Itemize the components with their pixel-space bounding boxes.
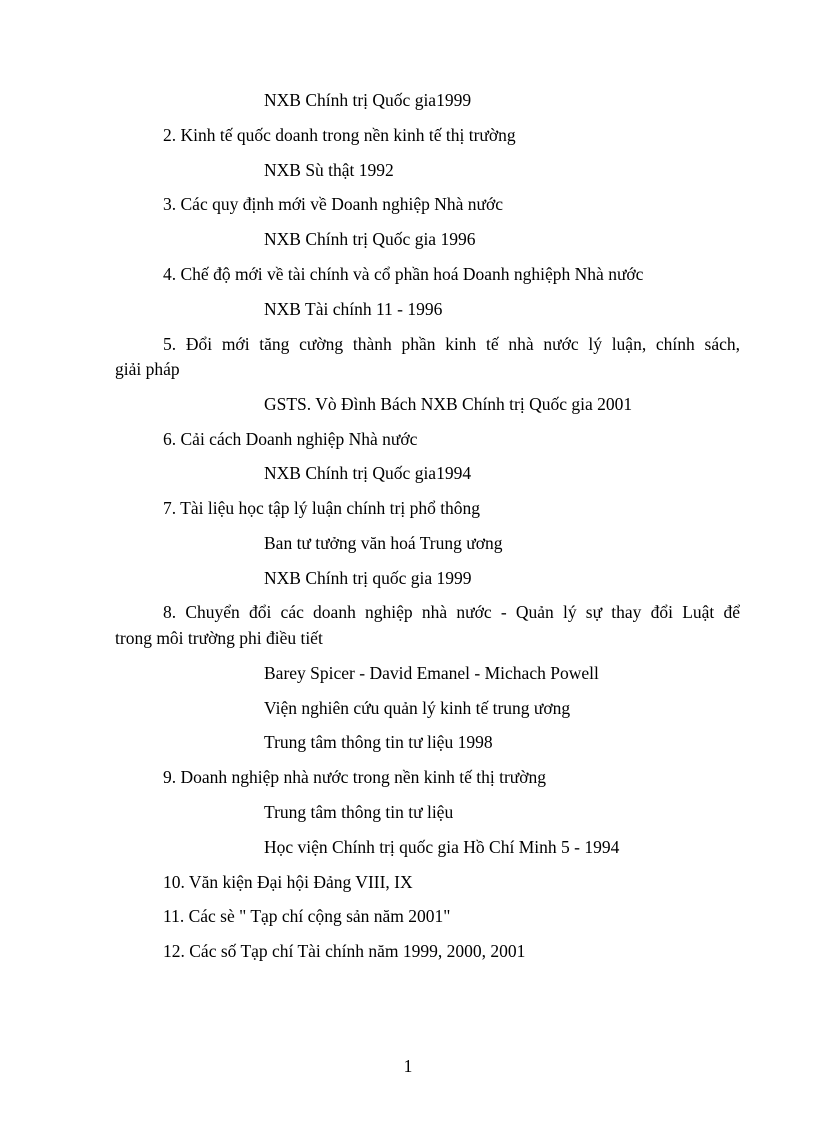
ref-8-authors: Barey Spicer - David Emanel - Michach Powell [264, 663, 599, 683]
ref-8-institute: Viện nghiên cứu quản lý kinh tế trung ương [264, 698, 571, 718]
ref-10-title: 10. Văn kiện Đại hội Đảng VIII, IX [163, 872, 413, 892]
ref-5-title: 5. Đổi mới tăng cường thành phần kinh tế nhà nước lý luận, chính sách, [163, 334, 740, 354]
ref-5-title-continued: giải pháp [115, 359, 180, 379]
ref-2-title: 2. Kinh tế quốc doanh trong nền kinh tế thị trường [163, 125, 516, 145]
ref-8-title: 8. Chuyển đổi các doanh nghiệp nhà nước - Quản lý sự thay đổi Luật để [163, 602, 740, 622]
ref-5-publisher: GSTS. Vò Đình Bách NXB Chính trị Quốc gia 2001 [264, 394, 633, 414]
ref-7-title: 7. Tài liệu học tập lý luận chính trị phổ thông [163, 498, 481, 518]
ref-7-publisher: NXB Chính trị quốc gia 1999 [264, 568, 472, 588]
ref-9-title: 9. Doanh nghiệp nhà nước trong nền kinh tế thị trường [163, 767, 547, 787]
ref-12-title: 12. Các số Tạp chí Tài chính năm 1999, 2000, 2001 [163, 941, 526, 961]
ref-9-author: Trung tâm thông tin tư liệu [264, 802, 454, 822]
ref-2-publisher: NXB Sù thật 1992 [264, 160, 394, 180]
ref-7-author: Ban tư tưởng văn hoá Trung ương [264, 533, 503, 553]
ref-11-title: 11. Các sè " Tạp chí cộng sản năm 2001" [163, 906, 451, 926]
ref-1-publisher: NXB Chính trị Quốc gia1999 [264, 90, 472, 110]
ref-8-publisher: Trung tâm thông tin tư liệu 1998 [264, 732, 493, 752]
ref-8-title-continued: trong môi trường phi điều tiết [115, 628, 323, 648]
ref-6-title: 6. Cải cách Doanh nghiệp Nhà nước [163, 429, 418, 449]
ref-4-title: 4. Chế độ mới về tài chính và cổ phần hoá Doanh nghiệph Nhà nước [163, 264, 644, 284]
ref-4-publisher: NXB Tài chính 11 - 1996 [264, 299, 443, 319]
ref-6-publisher: NXB Chính trị Quốc gia1994 [264, 463, 472, 483]
ref-3-title: 3. Các quy định mới về Doanh nghiệp Nhà nước [163, 194, 504, 214]
ref-3-publisher: NXB Chính trị Quốc gia 1996 [264, 229, 476, 249]
page-number: 1 [403, 1056, 413, 1076]
ref-9-publisher: Học viện Chính trị quốc gia Hồ Chí Minh 5 - 1994 [264, 837, 620, 857]
